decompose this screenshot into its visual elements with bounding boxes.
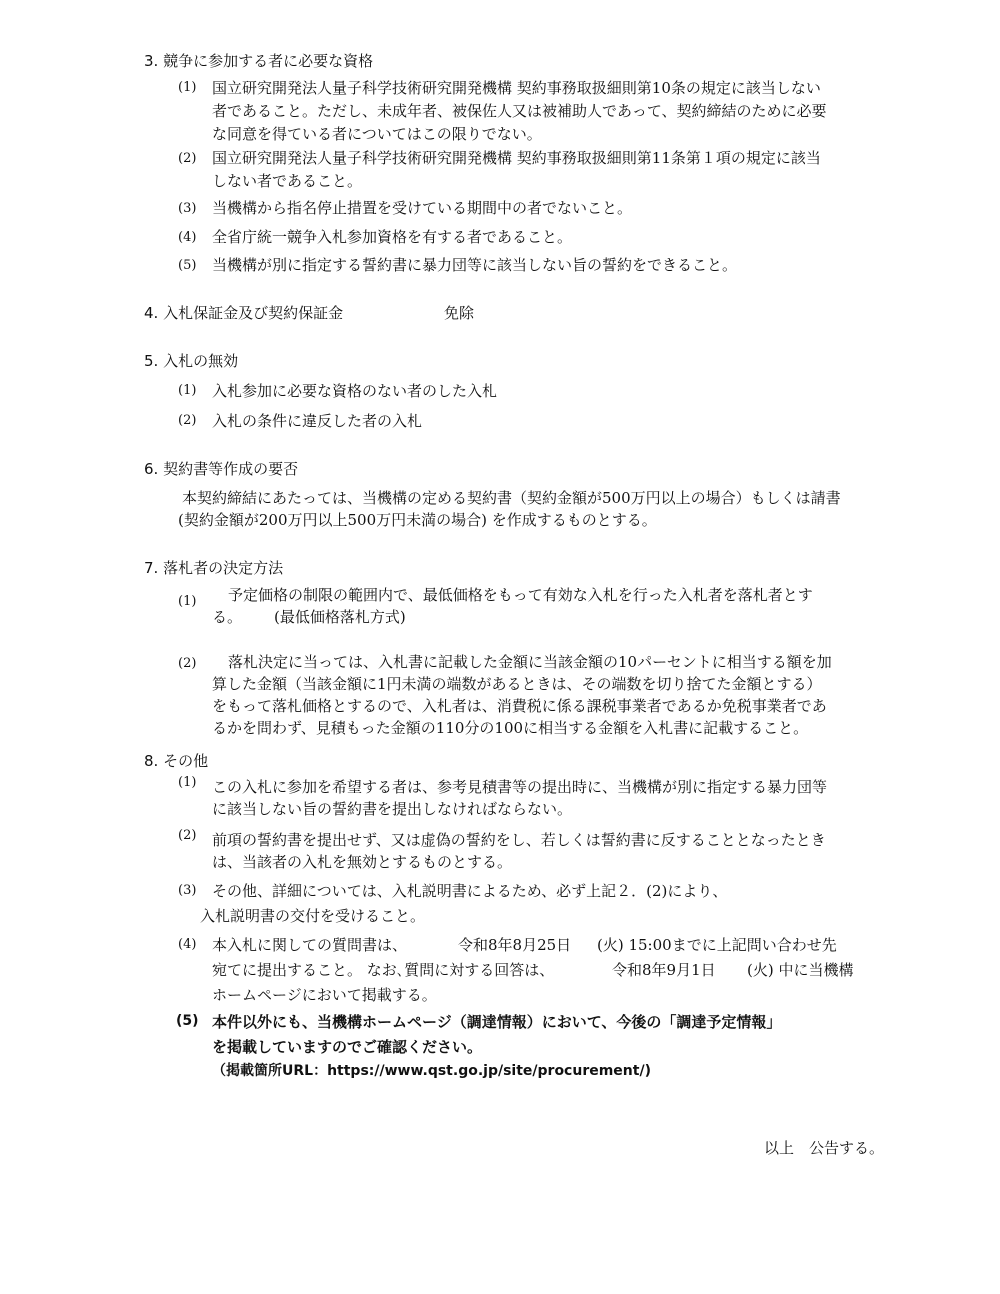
section-4-heading: 4. 入札保証金及び契約保証金	[144, 304, 344, 322]
sec8-item4-line2-a: 宛てに提出すること。 なお､質問に対する回答は、	[212, 961, 555, 979]
sec8-item2-text: 前項の誓約書を提出せず、又は虚偽の誓約をし、若しくは誓約書に反することとなったとき は、当該者の入札を無効とするものとする。	[212, 831, 826, 871]
item-number: (2)	[178, 413, 197, 428]
item-number: (1)	[178, 775, 197, 790]
item-number: (4)	[178, 230, 197, 245]
section-7-heading: 7. 落札者の決定方法	[144, 559, 284, 577]
sec8-item4-line1-a: 本入札に関しての質問書は、	[212, 936, 408, 954]
item-number: (2)	[178, 151, 197, 166]
sec5-item2-text: 入札の条件に違反した者の入札	[212, 412, 423, 430]
deposit-value: 免除	[444, 304, 475, 322]
item-number: (1)	[178, 383, 197, 398]
closing-text: 以上 公告する。	[764, 1139, 885, 1157]
sec8-item5-text: 本件以外にも、当機構ホームページ（調達情報）において、今後の「調達予定情報」 を掲載していますのでご確認ください。	[212, 1013, 782, 1056]
sec3-item2-text: 国立研究開発法人量子科学技術研究開発機構 契約事務取扱細則第11条第１項の規定に該当 しない者であること。	[212, 149, 821, 190]
item-number: (2)	[178, 656, 197, 671]
question-deadline-date: 令和8年8月25日	[458, 936, 572, 954]
sec3-item4-text: 全省庁統一競争入札参加資格を有する者であること。	[212, 228, 573, 246]
section-5-heading: 5. 入札の無効	[144, 352, 239, 370]
sec3-item5-text: 当機構が別に指定する誓約書に暴力団等に該当しない旨の誓約をできること。	[212, 256, 738, 274]
answer-date: 令和8年9月1日	[612, 961, 716, 979]
item-number: (2)	[178, 828, 197, 843]
sec8-item4-line1-c: (火) 15:00までに上記問い合わせ先	[597, 936, 837, 954]
item-number: (5)	[176, 1013, 199, 1029]
sec7-item2-text: 落札決定に当っては、入札書に記載した金額に当該金額の10パーセントに相当する額を加 算した金額（当該金額に1円未満の端数があるときは、その端数を切り捨てた金額とする） をもって落札価格とするので、入札者は、消費税に係る課税事業者であるか免税事業者であ るかを問わず、見積もった金額の110分の100に相当する金額を入札書に記載すること。	[212, 653, 832, 737]
sec3-item1-text: 国立研究開発法人量子科学技術研究開発機構 契約事務取扱細則第10条の規定に該当しない 者であること。ただし、未成年者、被保佐人又は被補助人であって、契約締結のために必要 な同意を得ている者についてはこの限りでない。	[212, 79, 827, 143]
item-number: (1)	[178, 594, 197, 609]
item-number: (3)	[178, 201, 197, 216]
sec7-item1-text: 予定価格の制限の範囲内で、最低価格をもって有効な入札を行った入札者を落札者とす る。 (最低価格落札方式)	[212, 586, 813, 626]
sec5-item1-text: 入札参加に必要な資格のない者のした入札	[212, 382, 498, 400]
item-number: (3)	[178, 883, 197, 898]
section-8-heading: 8. その他	[144, 752, 209, 770]
section-6-heading: 6. 契約書等作成の要否	[144, 460, 299, 478]
sec8-item4-line3: ホームページにおいて掲載する。	[212, 986, 437, 1004]
sec8-item1-text: この入札に参加を希望する者は、参考見積書等の提出時に、当機構が別に指定する暴力団等 に該当しない旨の誓約書を提出しなければならない。	[212, 778, 828, 818]
sec8-item3-line2: 入札説明書の交付を受けること。	[200, 907, 426, 925]
sec3-item3-text: 当機構から指名停止措置を受けている期間中の者でないこと。	[212, 199, 633, 217]
method-note: (最低価格落札方式)	[274, 608, 406, 626]
item-number: (1)	[178, 80, 197, 95]
section-3-heading: 3. 競争に参加する者に必要な資格	[144, 52, 374, 70]
sec8-item3-line1: その他、詳細については、入札説明書によるため、必ず上記２．(2)により、	[212, 882, 728, 900]
sec6-paragraph: 本契約締結にあたっては、当機構の定める契約書（契約金額が500万円以上の場合）もしくは請書 (契約金額が200万円以上500万円未満の場合) を作成するものとする。	[178, 489, 841, 529]
sec8-item4-line2-c: (火) 中に当機構	[747, 961, 854, 979]
item-number: (5)	[178, 258, 197, 273]
procurement-url-line: （掲載箇所URL：https://www.qst.go.jp/site/procurement/)	[212, 1063, 651, 1079]
item-number: (4)	[178, 937, 197, 952]
